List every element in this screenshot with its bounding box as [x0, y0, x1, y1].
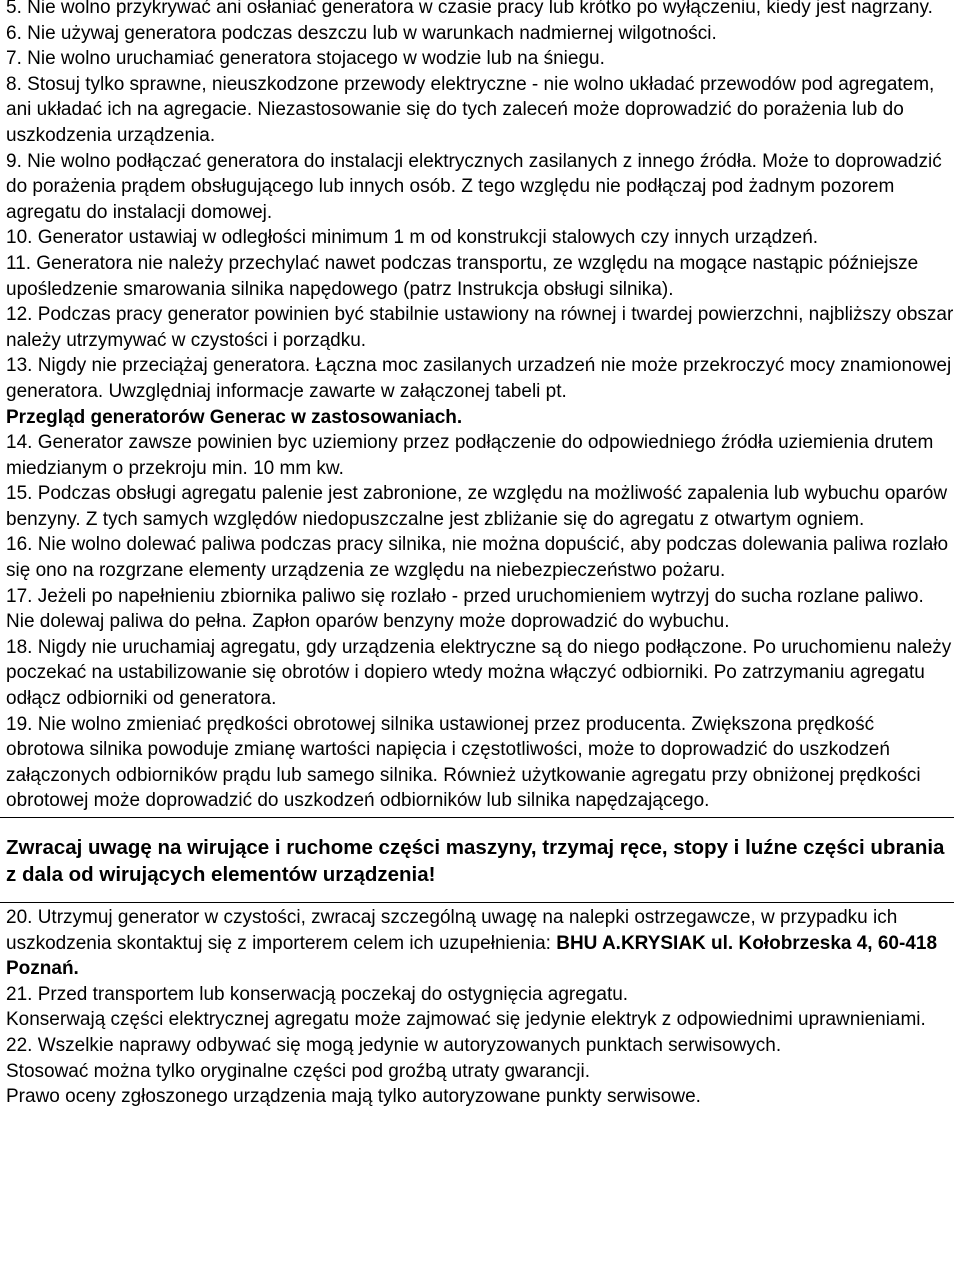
- item-19: 19. Nie wolno zmieniać prędkości obrotowej silnika ustawionej przez producenta. Zwiększona prędkość obrotowa silnika powoduje zmianę wartości napięcia i częstotliwości, może to doprowadzić do uszkodzeń załączonych odbiorników prądu lub samego silnika. Również użytkowanie agregatu przy obniżonej prędkości obrotowej może doprowadzić do uszkodzeń odbiorników lub silnika napędzającego.: [6, 713, 921, 812]
- item-20-text: 20. Utrzymuj generator w czystości, zwracaj szczególną uwagę na nalepki ostrzegawcze, w przypadku ich uszkodzenia skontaktuj się z importerem celem ich uzupełnienia:: [6, 907, 898, 954]
- item-20: [6, 905, 954, 982]
- item-5: 5. Nie wolno przykrywać ani osłaniać generatora w czasie pracy lub krótko po wyłączeniu, kiedy jest nagrzany.: [6, 0, 933, 18]
- item-18: 18. Nigdy nie uruchamiaj agregatu, gdy urządzenia elektryczne są do niego podłączone. Po uruchomienu należy poczekać na ustabilizowanie się obrotów i dopiero wtedy można włączyć odbiorniki. Po zatrzymaniu agregatu odłącz odbiorniki od generatora.: [6, 636, 952, 710]
- item-22-original-parts-note: Stosować można tylko oryginalne części pod groźbą utraty gwarancji.: [6, 1060, 591, 1082]
- item-6: 6. Nie używaj generatora podczas deszczu lub w warunkach nadmiernej wilgotności.: [6, 22, 717, 44]
- divider-bottom: [0, 902, 954, 903]
- item-13: 13. Nigdy nie przeciążaj generatora. Łączna moc zasilanych urzadzeń nie może przekroczyć mocy znamionowej generatora. Uwzględniaj informacje zawarte w załączonej tabeli pt.: [6, 355, 952, 402]
- item-9: 9. Nie wolno podłączać generatora do instalacji elektrycznych zasilanych z innego źródła. Może to doprowadzić do porażenia prądem obsługującego lub innych osób. Z tego względu nie podłączaj pod żadnym pozorem agregatu do instalacji domowej.: [6, 150, 942, 223]
- item-11: 11. Generatora nie należy przechylać nawet podczas transportu, ze względu na mogące nastąpic późniejsze upośledzenie smarowania silnika napędowego (patrz Instrukcja obsługi silnika).: [6, 252, 919, 300]
- divider-top: [0, 817, 954, 818]
- item-8: 8. Stosuj tylko sprawne, nieuszkodzone przewody elektryczne - nie wolno układać przewodów pod agregatem, ani układać ich na agregacie. Niezastosowanie się do tych zaleceń może doprowadzić do porażenia lub do uszkodzenia urządzenia.: [6, 73, 935, 146]
- item-7: 7. Nie wolno uruchamiać generatora stojacego w wodzie lub na śniegu.: [6, 48, 605, 70]
- item-13-table-reference: Przegląd generatorów Generac w zastosowaniach.: [6, 406, 463, 428]
- item-22-service-note: Prawo oceny zgłoszonego urządzenia mają tylko autoryzowane punkty serwisowe.: [6, 1086, 701, 1108]
- item-15: 15. Podczas obsługi agregatu palenie jest zabronione, ze względu na możliwość zapalenia lub wybuchu oparów benzyny. Z tych samych względów niedopuszczalne jest zbliżanie się do agregatu z otwartym ogniem.: [6, 483, 948, 530]
- item-12: 12. Podczas pracy generator powinien być stabilnie ustawiony na równej i twardej powierzchni, najbliższy obszar należy utrzymywać w czystości i porządku.: [6, 304, 954, 351]
- rotating-parts-warning: Zwracaj uwagę na wirujące i ruchome części maszyny, trzymaj ręce, stopy i luźne części ubrania z dala od wirujących elementów urządzenia!: [6, 836, 945, 886]
- item-21-maintenance-note: Konserwają części elektrycznej agregatu może zajmować się jedynie elektryk z odpowiednimi uprawnieniami.: [6, 1009, 926, 1031]
- item-17: 17. Jeżeli po napełnieniu zbiornika paliwo się rozlało - przed uruchomieniem wytrzyj do sucha rozlane paliwo. Nie dolewaj paliwa do pełna. Zapłon oparów benzyny może doprowadzić do wybuchu.: [6, 585, 924, 633]
- item-10: 10. Generator ustawiaj w odległości minimum 1 m od konstrukcji stalowych czy innych urządzeń.: [6, 227, 819, 249]
- item-16: 16. Nie wolno dolewać paliwa podczas pracy silnika, nie można dopuścić, aby podczas dolewania paliwa rozlało się ono na rozgrzane elementy urządzenia ze względu na niebezpieczeństwo pożaru.: [6, 534, 949, 582]
- importer-address: BHU A.KRYSIAK ul. Kołobrzeska 4, 60-418 Poznań.: [6, 932, 938, 980]
- document-page: [6, 0, 954, 1110]
- item-14: 14. Generator zawsze powinien byc uziemiony przez podłączenie do odpowiedniego źródła uziemienia drutem miedzianym o przekroju min. 10 mm kw.: [6, 432, 934, 479]
- item-22: 22. Wszelkie naprawy odbywać się mogą jedynie w autoryzowanych punktach serwisowych.: [6, 1034, 782, 1056]
- item-21: 21. Przed transportem lub konserwacją poczekaj do ostygnięcia agregatu.: [6, 983, 629, 1005]
